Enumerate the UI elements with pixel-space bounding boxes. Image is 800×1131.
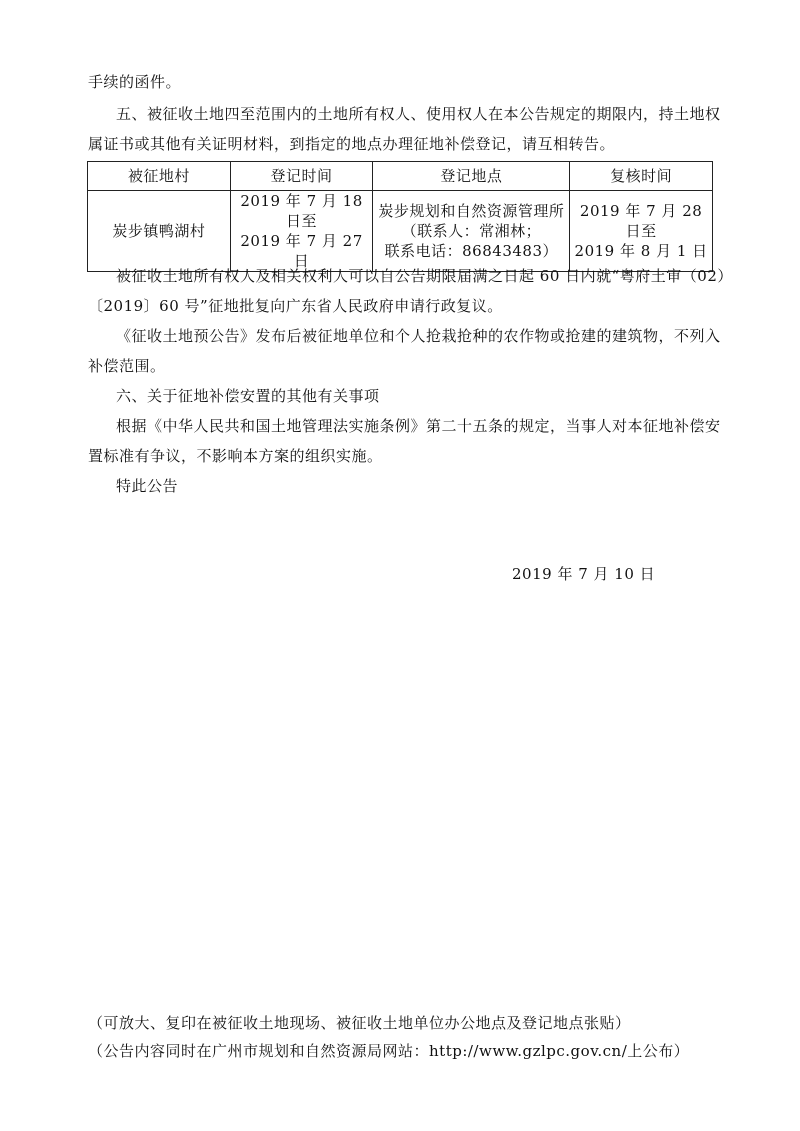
cell-village: 炭步镇鸭湖村 (88, 191, 231, 272)
notice-date: 2019 年 7 月 10 日 (512, 565, 656, 583)
header-village: 被征地村 (88, 162, 231, 191)
registration-table (87, 161, 713, 272)
table-row (88, 191, 713, 272)
section5-line1: 五、被征收土地四至范围内的土地所有权人、使用权人在本公告规定的期限内，持土地权 (116, 105, 721, 123)
registration-time-start: 2019 年 7 月 18 日至 (240, 192, 363, 230)
appeal-line1: 被征收土地所有权人及相关权利人可以自公告期限届满之日起 60 日内就“粤府土审（02） (116, 267, 733, 285)
table-header-row (88, 162, 713, 191)
review-time-start: 2019 年 7 月 28 日至 (579, 202, 703, 240)
cell-review-time (570, 191, 713, 272)
place-phone: 联系电话：86843483） (384, 242, 558, 260)
header-registration-time: 登记时间 (230, 162, 373, 191)
appeal-line2: 〔2019〕60 号”征地批复向广东省人民政府申请行政复议。 (88, 297, 503, 315)
header-review-time: 复核时间 (570, 162, 713, 191)
registration-time-end: 2019 年 7 月 27 日 (240, 232, 363, 270)
cell-registration-place (373, 191, 570, 272)
place-contact: （联系人：常湘林； (401, 222, 542, 240)
regulation-line1: 根据《中华人民共和国土地管理法实施条例》第二十五条的规定，当事人对本征地补偿安 (116, 417, 721, 435)
cell-registration-time (230, 191, 373, 272)
footer-note-posting: （可放大、复印在被征收土地现场、被征收土地单位办公地点及登记地点张贴） (88, 1014, 631, 1032)
footer-note-website: （公告内容同时在广州市规划和自然资源局网站：http://www.gzlpc.gov.cn/上公布） (88, 1042, 690, 1060)
header-registration-place: 登记地点 (373, 162, 570, 191)
closing-text: 特此公告 (116, 477, 179, 495)
pre-notice-line1: 《征收土地预公告》发布后被征地单位和个人抢栽抢种的农作物或抢建的建筑物，不列入 (116, 327, 721, 345)
section5-line2: 属证书或其他有关证明材料，到指定的地点办理征地补偿登记，请互相转告。 (88, 135, 616, 153)
paragraph-continuation: 手续的函件。 (88, 73, 182, 91)
place-name: 炭步规划和自然资源管理所 (378, 202, 565, 220)
review-time-end: 2019 年 8 月 1 日 (574, 242, 708, 260)
section6-title: 六、关于征地补偿安置的其他有关事项 (116, 387, 380, 405)
pre-notice-line2: 补偿范围。 (88, 357, 166, 375)
regulation-line2: 置标准有争议，不影响本方案的组织实施。 (88, 447, 383, 465)
